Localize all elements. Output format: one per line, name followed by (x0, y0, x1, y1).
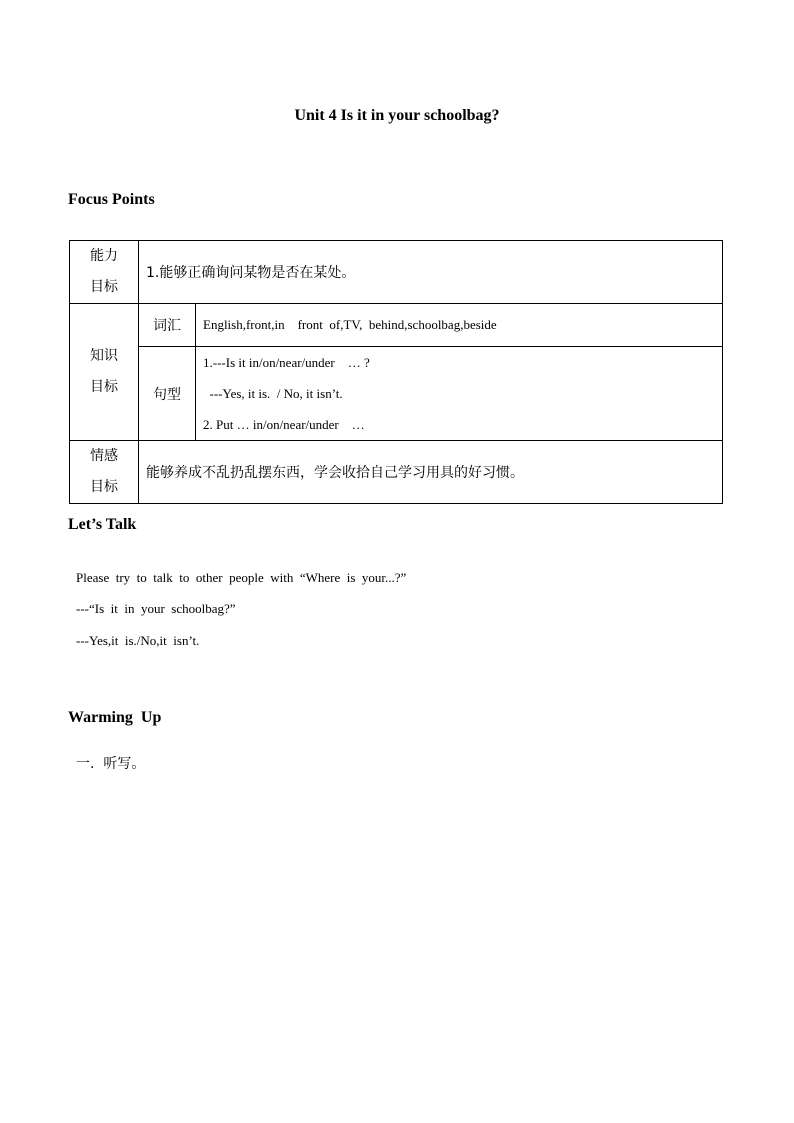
page-title: Unit 4 Is it in your schoolbag? (294, 107, 500, 124)
talk-line-3: ---Yes,it is./No,it isn’t. (76, 633, 200, 648)
focus-points-heading: Focus Points (68, 191, 155, 208)
pattern-line-3: 2. Put … in/on/near/under … (203, 417, 365, 432)
talk-line-1: Please try to talk to other people with “Where is your...?” (76, 570, 407, 585)
ability-category-line2: 目标 (90, 279, 118, 295)
patterns-label: 句型 (139, 347, 196, 441)
knowledge-category-line1: 知识 (90, 348, 118, 364)
pattern-line-2: ---Yes, it is. / No, it isn’t. (203, 386, 343, 401)
knowledge-vocab-row (70, 304, 723, 347)
vocab-content: English,front,in front of,TV, behind,schoolbag,beside (196, 304, 723, 347)
warming-up-item: 一. 听写。 (76, 756, 146, 772)
knowledge-category (70, 304, 139, 441)
ability-content: 1.能够正确询问某物是否在某处。 (139, 241, 723, 304)
ability-category-line1: 能力 (90, 248, 118, 264)
pattern-line-1: 1.---Is it in/on/near/under … ? (203, 355, 370, 370)
knowledge-patterns-row (70, 347, 723, 441)
patterns-content (196, 347, 723, 441)
emotion-category (70, 441, 139, 504)
emotion-content: 能够养成不乱扔乱摆东西，学会收拾自己学习用具的好习惯。 (139, 441, 723, 504)
vocab-label: 词汇 (139, 304, 196, 347)
warming-up-heading: Warming Up (68, 709, 162, 726)
emotion-category-line1: 情感 (90, 448, 118, 464)
focus-points-table (69, 240, 723, 504)
emotion-category-line2: 目标 (90, 479, 118, 495)
talk-line-2: ---“Is it in your schoolbag?” (76, 601, 236, 616)
ability-row (70, 241, 723, 304)
knowledge-category-line2: 目标 (90, 379, 118, 395)
ability-category (70, 241, 139, 304)
emotion-row (70, 441, 723, 504)
lets-talk-heading: Let’s Talk (68, 516, 137, 533)
